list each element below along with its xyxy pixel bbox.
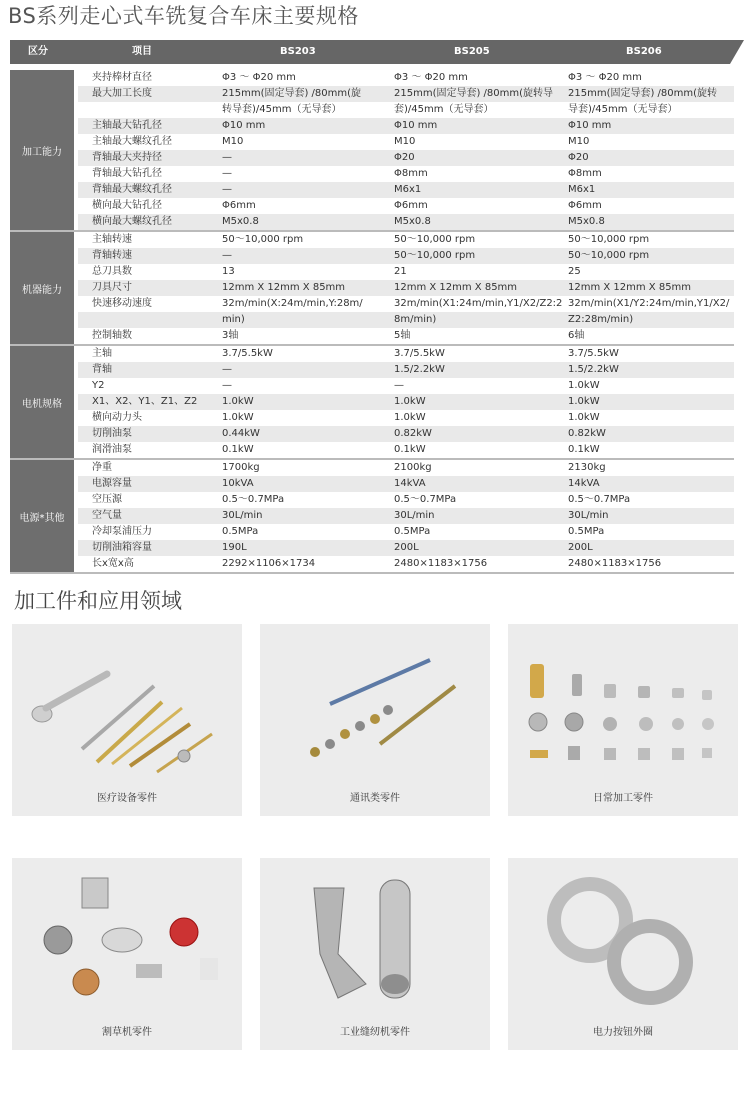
row-value: 套)/45mm（无导套） — [394, 104, 494, 115]
page-title: BS系列走心式车铣复合车床主要规格 — [8, 4, 359, 28]
row-item: Y2 — [92, 380, 105, 391]
row-value: 2480×1183×1756 — [568, 558, 662, 569]
row-item: 刀具尺寸 — [92, 282, 132, 293]
medical-parts-image — [12, 624, 242, 784]
row-value: 30L/min — [222, 510, 263, 521]
table-row — [78, 556, 734, 572]
row-value: 12mm X 12mm X 85mm — [222, 282, 346, 293]
row-value: 3.7/5.5kW — [222, 348, 273, 359]
row-item: 切削油箱容量 — [92, 542, 152, 553]
row-value: 1700kg — [222, 462, 260, 473]
section-label: 机器能力 — [10, 232, 74, 344]
row-value: 2100kg — [394, 462, 432, 473]
table-row — [78, 540, 734, 556]
row-item: 切削油泵 — [92, 428, 132, 439]
row-value: Φ8mm — [568, 168, 602, 179]
row-item: X1、X2、Y1、Z1、Z2 — [92, 396, 198, 407]
row-value: 1.5/2.2kW — [568, 364, 619, 375]
table-row — [78, 508, 734, 524]
row-value: 3.7/5.5kW — [568, 348, 619, 359]
row-value: 1.0kW — [222, 412, 254, 423]
table-row — [78, 118, 734, 134]
row-value: — — [222, 364, 232, 375]
table-row — [78, 442, 734, 458]
table-row — [78, 492, 734, 508]
row-value: 32m/min(X1/Y2:24m/min,Y1/X2/ — [568, 298, 730, 309]
row-item: 快速移动速度 — [92, 298, 152, 309]
row-item: 长x宽x高 — [92, 558, 134, 569]
row-value: Φ20 — [568, 152, 589, 163]
row-value: 13 — [222, 266, 235, 277]
row-value: Φ6mm — [568, 200, 602, 211]
applications-title: 加工件和应用领域 — [14, 589, 182, 613]
row-value: 12mm X 12mm X 85mm — [568, 282, 692, 293]
row-value: 215mm(固定导套) /80mm(旋转导 — [394, 88, 554, 99]
application-caption: 日常加工零件 — [593, 793, 653, 804]
row-item: 润滑油泵 — [92, 444, 132, 455]
application-card — [508, 858, 738, 1050]
row-value: 5轴 — [394, 330, 411, 341]
row-value: 14kVA — [394, 478, 426, 489]
row-item: 夹持棒材直径 — [92, 72, 152, 83]
table-row — [78, 312, 734, 328]
table-row — [78, 102, 734, 118]
row-value: Φ8mm — [394, 168, 428, 179]
table-row — [78, 378, 734, 394]
table-row — [78, 264, 734, 280]
sewing-parts-image — [260, 858, 490, 1018]
row-item: 背轴 — [92, 364, 112, 375]
table-row — [78, 182, 734, 198]
row-value: 25 — [568, 266, 581, 277]
row-value: 6轴 — [568, 330, 585, 341]
table-row — [78, 166, 734, 182]
row-value: M5x0.8 — [568, 216, 605, 227]
application-card — [12, 858, 242, 1050]
spec-table — [10, 70, 734, 574]
row-value: 1.5/2.2kW — [394, 364, 445, 375]
row-item: 横向最大螺纹孔径 — [92, 216, 172, 227]
table-row — [78, 410, 734, 426]
application-caption: 割草机零件 — [102, 1027, 152, 1038]
section-label: 电机规格 — [10, 346, 74, 458]
application-card — [260, 858, 490, 1050]
row-value: 0.5～0.7MPa — [394, 494, 457, 505]
table-row — [78, 86, 734, 102]
row-value: Φ10 mm — [394, 120, 438, 131]
table-header — [10, 40, 730, 64]
row-value: — — [394, 380, 404, 391]
table-row — [78, 346, 734, 362]
table-row — [78, 328, 734, 344]
row-value: 50～10,000 rpm — [394, 234, 476, 245]
row-value: — — [222, 168, 232, 179]
row-value: 1.0kW — [568, 412, 600, 423]
application-caption: 医疗设备零件 — [97, 793, 157, 804]
row-value: 0.1kW — [568, 444, 600, 455]
row-value: 1.0kW — [222, 396, 254, 407]
application-caption: 工业缝纫机零件 — [340, 1027, 410, 1038]
row-item: 最大加工长度 — [92, 88, 152, 99]
section-label: 加工能力 — [10, 70, 74, 230]
row-value: 215mm(固定导套) /80mm(旋 — [222, 88, 362, 99]
section-label: 电源*其他 — [10, 460, 74, 572]
header-model-3: BS206 — [626, 46, 662, 57]
row-item: 主轴最大螺纹孔径 — [92, 136, 172, 147]
table-row — [78, 460, 734, 476]
row-value: Φ6mm — [394, 200, 428, 211]
row-value: Φ20 — [394, 152, 415, 163]
spec-section — [10, 70, 734, 232]
table-row — [78, 296, 734, 312]
header-tip — [730, 40, 744, 64]
table-row — [78, 198, 734, 214]
row-value: 转导套)/45mm（无导套） — [222, 104, 342, 115]
row-value: 2480×1183×1756 — [394, 558, 488, 569]
row-item: 主轴最大钻孔径 — [92, 120, 162, 131]
row-value: Φ6mm — [222, 200, 256, 211]
communication-parts-image — [260, 624, 490, 784]
row-item: 总刀具数 — [92, 266, 132, 277]
row-value: 0.5～0.7MPa — [568, 494, 631, 505]
spec-section — [10, 232, 734, 346]
row-value: 2292×1106×1734 — [222, 558, 316, 569]
table-row — [78, 524, 734, 540]
lawnmower-parts-image — [12, 858, 242, 1018]
row-value: 导套)/45mm（无导套） — [568, 104, 678, 115]
application-card — [508, 624, 738, 816]
row-item: 背轴最大夹持径 — [92, 152, 162, 163]
row-item: 空压源 — [92, 494, 122, 505]
row-value: 3.7/5.5kW — [394, 348, 445, 359]
daily-parts-image — [508, 624, 738, 784]
table-row — [78, 70, 734, 86]
row-value: 32m/min(X1:24m/min,Y1/X2/Z2:2 — [394, 298, 563, 309]
row-value: 21 — [394, 266, 407, 277]
row-value: 0.5MPa — [568, 526, 605, 537]
row-value: 14kVA — [568, 478, 600, 489]
row-value: 0.5MPa — [222, 526, 259, 537]
row-value: 32m/min(X:24m/min,Y:28m/ — [222, 298, 363, 309]
table-row — [78, 426, 734, 442]
row-value: min) — [222, 314, 245, 325]
spec-section — [10, 346, 734, 460]
row-value: — — [222, 380, 232, 391]
row-value: 50～10,000 rpm — [568, 234, 650, 245]
row-value: M5x0.8 — [222, 216, 259, 227]
table-row — [78, 150, 734, 166]
row-value: 0.1kW — [222, 444, 254, 455]
application-card — [260, 624, 490, 816]
row-value: Φ3 ～ Φ20 mm — [222, 72, 296, 83]
application-caption: 电力按钮外圈 — [593, 1027, 653, 1038]
row-item: 背轴最大钻孔径 — [92, 168, 162, 179]
row-value: 0.1kW — [394, 444, 426, 455]
table-row — [78, 214, 734, 230]
row-value: M10 — [394, 136, 416, 147]
row-item: 背轴最大螺纹孔径 — [92, 184, 172, 195]
table-row — [78, 362, 734, 378]
row-value: 215mm(固定导套) /80mm(旋转 — [568, 88, 718, 99]
row-value: 0.44kW — [222, 428, 260, 439]
row-item: 空气量 — [92, 510, 122, 521]
row-value: 8m/min) — [394, 314, 437, 325]
row-value: 50～10,000 rpm — [394, 250, 476, 261]
row-value: 0.5～0.7MPa — [222, 494, 285, 505]
row-value: 0.82kW — [568, 428, 606, 439]
button-rings-image — [508, 858, 738, 1018]
row-value: M10 — [568, 136, 590, 147]
table-row — [78, 280, 734, 296]
row-value: 30L/min — [394, 510, 435, 521]
header-item: 项目 — [132, 46, 152, 57]
row-value: 1.0kW — [394, 396, 426, 407]
row-value: — — [222, 184, 232, 195]
row-value: 1.0kW — [568, 396, 600, 407]
row-item: 横向最大钻孔径 — [92, 200, 162, 211]
row-item: 主轴 — [92, 348, 112, 359]
application-caption: 通讯类零件 — [350, 793, 400, 804]
row-item: 主轴转速 — [92, 234, 132, 245]
table-row — [78, 394, 734, 410]
row-value: 0.82kW — [394, 428, 432, 439]
row-item: 冷却泵浦压力 — [92, 526, 152, 537]
row-value: Φ3 ～ Φ20 mm — [568, 72, 642, 83]
header-model-1: BS203 — [280, 46, 316, 57]
spec-section — [10, 460, 734, 574]
row-value: — — [222, 152, 232, 163]
row-value: M5x0.8 — [394, 216, 431, 227]
row-value: M6x1 — [568, 184, 596, 195]
row-value: 2130kg — [568, 462, 606, 473]
row-value: 200L — [394, 542, 419, 553]
row-item: 电源容量 — [92, 478, 132, 489]
row-value: Φ3 ～ Φ20 mm — [394, 72, 468, 83]
header-model-2: BS205 — [454, 46, 490, 57]
row-value: 190L — [222, 542, 247, 553]
row-value: 30L/min — [568, 510, 609, 521]
row-value: 12mm X 12mm X 85mm — [394, 282, 518, 293]
table-row — [78, 232, 734, 248]
row-value: 3轴 — [222, 330, 239, 341]
table-row — [78, 476, 734, 492]
row-value: 1.0kW — [568, 380, 600, 391]
row-value: 0.5MPa — [394, 526, 431, 537]
row-value: 1.0kW — [394, 412, 426, 423]
table-row — [78, 134, 734, 150]
row-item: 控制轴数 — [92, 330, 132, 341]
row-value: 50～10,000 rpm — [568, 250, 650, 261]
row-value: 10kVA — [222, 478, 254, 489]
header-zone: 区分 — [28, 46, 48, 57]
row-value: — — [222, 250, 232, 261]
row-value: Φ10 mm — [568, 120, 612, 131]
application-card — [12, 624, 242, 816]
table-row — [78, 248, 734, 264]
row-value: Z2:28m/min) — [568, 314, 634, 325]
row-item: 横向动力头 — [92, 412, 142, 423]
row-value: 200L — [568, 542, 593, 553]
row-value: M6x1 — [394, 184, 422, 195]
row-item: 背轴转速 — [92, 250, 132, 261]
row-value: M10 — [222, 136, 244, 147]
row-item: 净重 — [92, 462, 112, 473]
row-value: Φ10 mm — [222, 120, 266, 131]
row-value: 50～10,000 rpm — [222, 234, 304, 245]
